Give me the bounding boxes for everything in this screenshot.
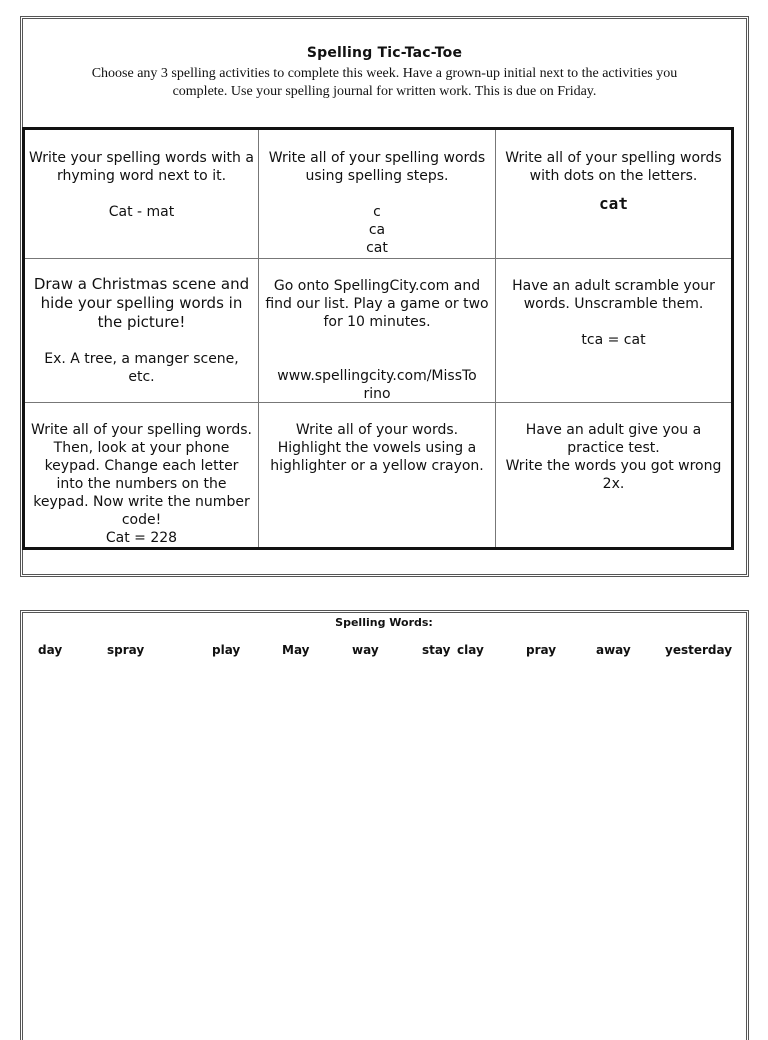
grid-cell-r1c3	[496, 130, 731, 259]
activity-example: cat	[599, 194, 628, 213]
tic-tac-toe-grid	[22, 127, 734, 550]
activity-text: Write all of your spelling words using spelling steps.	[268, 150, 486, 184]
spelling-word: May	[282, 643, 310, 657]
grid-cell-r3c3	[496, 403, 731, 547]
spelling-word: play	[212, 643, 241, 657]
spelling-words-frame	[20, 610, 749, 1040]
spelling-word: clay	[457, 643, 484, 657]
activity-text-2: Write the words you got wrong 2x.	[505, 458, 722, 492]
grid-cell-r3c2	[259, 403, 496, 547]
activity-text: Have an adult scramble your words. Unscramble them.	[512, 278, 715, 312]
step-2: ca	[368, 222, 386, 238]
spelling-word: away	[596, 643, 631, 657]
spellingcity-url-cont: rino	[363, 386, 391, 402]
grid-cell-r1c2	[259, 130, 496, 259]
spelling-word: way	[352, 643, 379, 657]
header	[24, 20, 745, 128]
instructions: Choose any 3 spelling activities to complete this week. Have a grown-up initial next to the activities you complete. Use your spelling journal for written work. This is due on Friday.	[91, 66, 678, 99]
activity-example: Ex. A tree, a manger scene, etc.	[44, 351, 239, 385]
spelling-word: spray	[107, 643, 145, 657]
page-title: Spelling Tic-Tac-Toe	[306, 45, 463, 61]
grid-cell-r3c1	[25, 403, 259, 547]
activity-text: Have an adult give you a practice test.	[525, 422, 702, 456]
step-1: c	[373, 204, 381, 220]
activity-example: tca = cat	[581, 332, 646, 348]
grid-cell-r2c3	[496, 259, 731, 403]
spelling-word: day	[38, 643, 63, 657]
spelling-word: yesterday	[665, 643, 733, 657]
activity-example: Cat - mat	[108, 204, 175, 220]
activity-text: Write your spelling words with a rhyming word next to it.	[29, 150, 254, 184]
activity-text: Draw a Christmas scene and hide your spelling words in the picture!	[33, 275, 250, 331]
activity-text: Write all of your spelling words. Then, look at your phone keypad. Change each letter into the numbers on the keypad. Now write the number code!	[31, 422, 252, 528]
grid-cell-r1c1	[25, 130, 259, 259]
spelling-word: stay	[422, 643, 451, 657]
grid-cell-r2c1	[25, 259, 259, 403]
spellingcity-url: www.spellingcity.com/MissTo	[277, 368, 477, 384]
activity-text: Go onto SpellingCity.com and find our list. Play a game or two for 10 minutes.	[265, 278, 489, 330]
spelling-words-title: Spelling Words:	[335, 616, 433, 629]
activity-example: Cat = 228	[105, 530, 178, 546]
activity-text: Write all of your words. Highlight the vowels using a highlighter or a yellow crayon.	[270, 422, 484, 474]
activity-text: Write all of your spelling words with dots on the letters.	[505, 150, 722, 184]
spelling-word: pray	[526, 643, 557, 657]
grid-cell-r2c2	[259, 259, 496, 403]
step-3: cat	[366, 240, 388, 256]
